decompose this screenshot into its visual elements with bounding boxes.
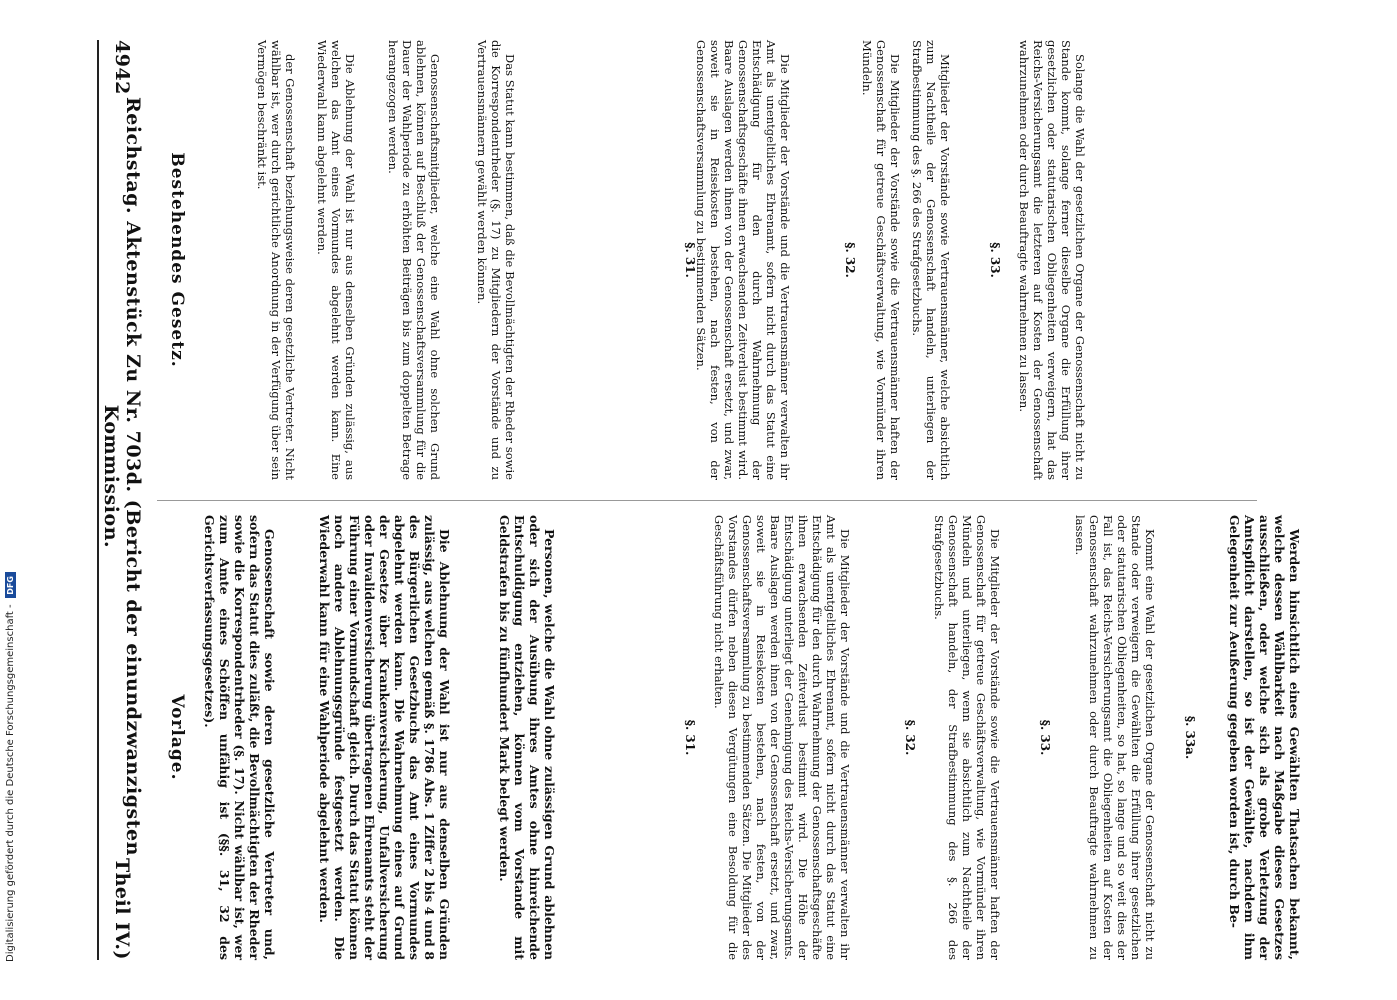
header-part: Theil IV.)	[111, 857, 133, 960]
existing-s31-text: Die Mitglieder der Vorstände und die Vertrauensmänner verwalten ihr Amt als unentgeltliches Ehrenamt, sofern nicht durch das Statut eine Entschädigung für den durch Wahrnehmung der Genossenschaftsgeschäfte ihnen erwachsenden Zeitverlust bestimmt wird. Baare Auslagen werden ihnen von der Genossenschaft ersetzt, und zwar, soweit sie in Reisekosten bestehen, nach festen, von der Genossenschaftsversammlung zu bestimmenden Sätzen.	[694, 40, 792, 480]
header-rule	[97, 40, 99, 960]
existing-s32-text: Die Mitglieder der Vorstände sowie die Vertrauensmänner haften der Genossenschaft für getreue Geschäftsverwaltung, wie Vormünder ihren Mündeln.	[860, 40, 902, 480]
page-number: 4942	[111, 40, 133, 95]
existing-paragraph-1: der Genossenschaft beziehungsweise deren gesetzliche Vertreter. Nicht wählbar ist, wer durch gerichtliche Anordnung in der Verfügung über sein Vermögen beschränkt ist.	[255, 40, 297, 480]
proposal-paragraph-2: Die Ablehnung der Wahl ist nur aus denselben Gründen zulässig, aus welchen gemäß §. 1786 Abs. 1 Ziffer 2 bis 4 und 8 des Bürgerlichen Gesetzbuchs das Amt eines Vormundes abgelehnt werden kann. Die Wahrnehmung eines auf Grund der Gesetze über Krankenversicherung, Unfallversicherung oder Invalidenversicherung übertragenen Ehrenamts steht der Führung einer Vormundschaft gleich. Durch das Statut können noch andere Ablehnungsgründe festgesetzt werden. Die Wiederwahl kann für eine Wahlperiode abgelehnt werden.	[317, 515, 452, 960]
proposal-s33-title: §. 33.	[1038, 719, 1052, 756]
proposal-s32-text: Die Mitglieder der Vorstände sowie die Vertrauensmänner haften der Genossenschaft für getreue Geschäftsverwaltung, wie Vormünder ihren Mündeln und unterliegen, wenn sie absichtlich zum Nachtheile der Genossenschaft handeln, der Strafbestimmung des §. 266 des Strafgesetzbuchs.	[932, 515, 1002, 960]
column-divider	[157, 500, 1257, 501]
proposal-paragraph-1: Genossenschaft sowie deren gesetzliche Vertreter und, sofern das Statut dies zuläßt, die Bevollmächtigten der Rheder sowie die Korrespondentrheder (§. 17). Nicht wählbar ist, wer zum Amte eines Schöffen unfähig ist (§§. 31, 32 des Gerichtsverfassungsgesetzes).	[202, 515, 277, 960]
proposal-paragraph-3: Personen, welche die Wahl ohne zulässigen Grund ablehnen oder sich der Ausübung ihres Amtes ohne hinreichende Entschuldigung entziehen, können vom Vorstande mit Geldstrafen bis zu fünfhundert Mark belegt werden.	[497, 515, 557, 960]
digitization-credit-strip	[0, 0, 14, 1000]
proposal-s33a-title: §. 33a.	[1183, 715, 1197, 760]
existing-paragraph-4: Das Statut kann bestimmen, daß die Bevollmächtigten der Rheder sowie die Korrespondentrheder (§. 17) zu Mitgliedern der Vorstände und zu Vertrauensmännern gewählt werden können.	[475, 40, 517, 480]
existing-s33-text: Solange die Wahl der gesetzlichen Organe der Genossenschaft nicht zu Stande kommt, solange ferner dieselbe Organe die Erfüllung ihrer gesetzlichen oder statutarischen Obliegenheiten verweigern, hat das Reichs-Versicherungsamt die letzteren auf Kosten der Genossenschaft wahrzunehmen oder durch Beauftragte wahrnehmen zu lassen.	[1017, 40, 1087, 480]
existing-paragraph-2: Die Ablehnung der Wahl ist nur aus denselben Gründen zulässig, aus welchen das Amt eines Vormundes abgelehnt werden kann. Eine Wiederwahl kann abgelehnt werden.	[315, 40, 357, 480]
existing-s32-title: §. 32.	[843, 242, 857, 278]
header-title: Reichstag. Aktenstück Zu Nr. 703d. (Bericht der einundzwanzigsten Kommission.	[100, 96, 144, 856]
existing-s31-title: §. 31.	[683, 242, 697, 278]
proposal-s33a-text: Werden hinsichtlich eines Gewählten Thatsachen bekannt, welche dessen Wählbarkeit nach Maßgabe dieses Gesetzes ausschließen, oder welche sich als grobe Verletzung der Amtspflicht darstellen, so ist der Gewählte, nachdem ihm Gelegenheit zur Aeußerung gegeben worden ist, durch Be-	[1227, 515, 1302, 960]
digitization-credit	[3, 12, 17, 962]
existing-s32-text-2: Mitglieder der Vorstände sowie Vertrauensmänner, welche absichtlich zum Nachtheile der Genossenschaft handeln, unterliegen der Strafbestimmung des §. 266 des Strafgesetzbuchs.	[910, 40, 952, 480]
column-heading-existing: Bestehendes Gesetz.	[167, 152, 187, 368]
credit-text: Digitalisierung gefördert durch die Deutsche Forschungsgemeinschaft -	[4, 604, 16, 962]
proposal-s31-title: §. 31.	[683, 719, 697, 756]
existing-s33-title: §. 33.	[988, 242, 1002, 278]
proposal-s32-title: §. 32.	[903, 719, 917, 756]
proposal-s31-text: Die Mitglieder der Vorstände und die Vertrauensmänner verwalten ihr Amt als unentgeltliches Ehrenamt, sofern nicht durch das Statut eine Entschädigung für den durch Wahrnehmung der Genossenschaftsgeschäfte ihnen erwachsenden Zeitverlust bestimmt wird. Die Höhe der Entschädigung unterliegt der Genehmigung des Reichs-Versicherungsamts. Baare Auslagen werden ihnen von der Genossenschaft ersetzt, und zwar, soweit sie in Reisekosten bestehen, nach festen, von der Genossenschaftsversammlung zu bestimmenden Sätzen. Die Mitglieder des Vorstandes dürfen neben diesen Vergütungen eine Besoldung für die Geschäftsführung nicht erhalten.	[712, 515, 852, 960]
column-heading-proposal: Vorlage.	[167, 694, 187, 781]
existing-paragraph-3: Genossenschaftsmitglieder, welche eine Wahl ohne solchen Grund ablehnen, können auf Beschluß der Genossenschaftsversammlung für die Dauer der Wahlperiode zu erhöhten Beiträgen bis zum doppelten Betrage herangezogen werden.	[386, 40, 442, 480]
dfg-logo-icon: DFG	[5, 572, 16, 598]
page-header	[102, 40, 142, 960]
proposal-s33-text: Kommt eine Wahl der gesetzlichen Organe der Genossenschaft nicht zu Stande oder verweigern die Gewählten die Erfüllung ihrer gesetzlichen oder statutarischen Obliegenheiten, so hat, so lange und so weit dies der Fall ist, das Reichs-Versicherungsamt die Obliegenheiten auf Kosten der Genossenschaft wahrzunehmen oder durch Beauftragte wahrnehmen zu lassen.	[1073, 515, 1157, 960]
